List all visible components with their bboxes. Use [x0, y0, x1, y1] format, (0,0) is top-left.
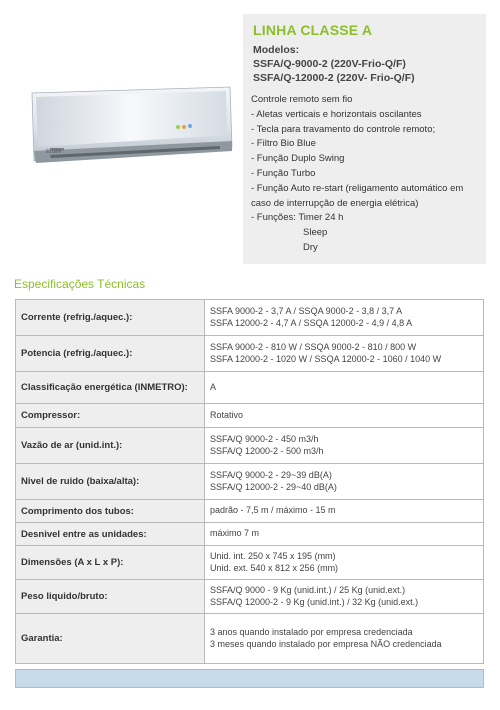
spec-value-line: padrão - 7,5 m / máximo - 15 m [210, 505, 336, 516]
spec-label: Desnivel entre as unidades: [16, 523, 205, 546]
feature-item: - Função Turbo [251, 167, 316, 179]
feature-item: - Tecla para travamento do controle remoto; [251, 123, 436, 135]
table-row [16, 580, 484, 614]
spec-value-line: SSFA/Q 12000-2 - 500 m3/h [210, 445, 324, 456]
spec-label: Corrente (refrig./aquec.): [16, 300, 205, 336]
spec-value [205, 428, 484, 464]
spec-value-line: 3 meses quando instalado por empresa NÃO credenciada [210, 638, 442, 649]
spec-value-line: SSFA/Q 9000-2 - 29~39 dB(A) [210, 470, 332, 480]
table-row [16, 428, 484, 464]
spec-label: Peso liquido/bruto: [16, 580, 205, 614]
spec-value [205, 464, 484, 500]
specs-title: Especificações Técnicas [14, 277, 146, 291]
spec-label: Classificação energética (INMETRO): [16, 372, 205, 404]
spec-label: Potencia (refrig./aquec.): [16, 336, 205, 372]
spec-value-line: 3 anos quando instalado por empresa credenciada [210, 627, 413, 637]
product-title: LINHA CLASSE A [253, 22, 373, 38]
spec-value-line: SSFA/Q 9000-2 - 450 m3/h [210, 434, 319, 444]
spec-label: Compressor: [16, 404, 205, 428]
spec-value [205, 614, 484, 664]
spec-value [205, 523, 484, 546]
spec-value-line: SSFA 9000-2 - 810 W / SSQA 9000-2 - 810 / 800 W [210, 342, 417, 352]
table-row [16, 523, 484, 546]
spec-value [205, 580, 484, 614]
table-row [16, 404, 484, 428]
spec-value-line: Unid. ext. 540 x 812 x 256 (mm) [210, 562, 339, 573]
spec-value-line: Unid. int. 250 x 745 x 195 (mm) [210, 551, 336, 561]
spec-value-line: A [210, 381, 217, 392]
models-label: Modelos: [253, 44, 300, 56]
spec-value-line: SSFA 9000-2 - 3,7 A / SSQA 9000-2 - 3,8 / 3,7 A [210, 306, 403, 316]
spec-value-line: SSFA 12000-2 - 4,7 A / SSQA 12000-2 - 4,9 / 4,8 A [210, 317, 413, 328]
feature-item: - Função Auto re-start (religamento automático em caso de interrupção de energia elétrica) [251, 182, 464, 209]
spec-label: Vazão de ar (unid.int.): [16, 428, 205, 464]
spec-label: Nivel de ruido (baixa/alta): [16, 464, 205, 500]
feature-list [251, 93, 483, 256]
spec-value-line: Rotativo [210, 409, 244, 420]
spec-label: Garantia: [16, 614, 205, 664]
brand-badge: ELGIN [46, 149, 62, 155]
table-row [16, 464, 484, 500]
specs-table [15, 299, 484, 664]
spec-value [205, 336, 484, 372]
product-info-panel [243, 14, 486, 264]
spec-value [205, 300, 484, 336]
spec-value-line: máximo 7 m [210, 528, 260, 539]
spec-value-line: SSFA 12000-2 - 1020 W / SSQA 12000-2 - 1060 / 1040 W [210, 353, 442, 364]
spec-value-line: SSFA/Q 12000-2 - 29~40 dB(A) [210, 481, 337, 492]
model-name: SSFA/Q-9000-2 (220V-Frio-Q/F) [253, 58, 406, 70]
feature-item: - Filtro Bio Blue [251, 138, 316, 150]
feature-item: Controle remoto sem fio [251, 94, 353, 105]
model-name: SSFA/Q-12000-2 (220V- Frio-Q/F) [253, 72, 415, 84]
spec-value [205, 500, 484, 523]
spec-value-line: SSFA/Q 9000 - 9 Kg (unid.int.) / 25 Kg (unid.ext.) [210, 585, 406, 595]
air-conditioner-image [20, 85, 238, 175]
table-row [16, 546, 484, 580]
table-row [16, 336, 484, 372]
spec-label: Comprimento dos tubos: [16, 500, 205, 523]
spec-value [205, 404, 484, 428]
table-row [16, 500, 484, 523]
table-footer-bar [15, 669, 484, 688]
spec-label: Dimensões (A x L x P): [16, 546, 205, 580]
feature-item: - Aletas verticais e horizontais oscilantes [251, 108, 422, 120]
table-row [16, 614, 484, 664]
feature-item: - Funções: Timer 24 h [251, 212, 344, 224]
spec-value [205, 546, 484, 580]
spec-value [205, 372, 484, 404]
feature-subitem: Dry [303, 241, 318, 253]
feature-item: - Função Duplo Swing [251, 153, 345, 165]
spec-value-line: SSFA/Q 12000-2 - 9 Kg (unid.int.) / 32 Kg (unid.ext.) [210, 596, 419, 607]
feature-subitem: Sleep [303, 227, 328, 239]
table-row [16, 300, 484, 336]
table-row [16, 372, 484, 404]
